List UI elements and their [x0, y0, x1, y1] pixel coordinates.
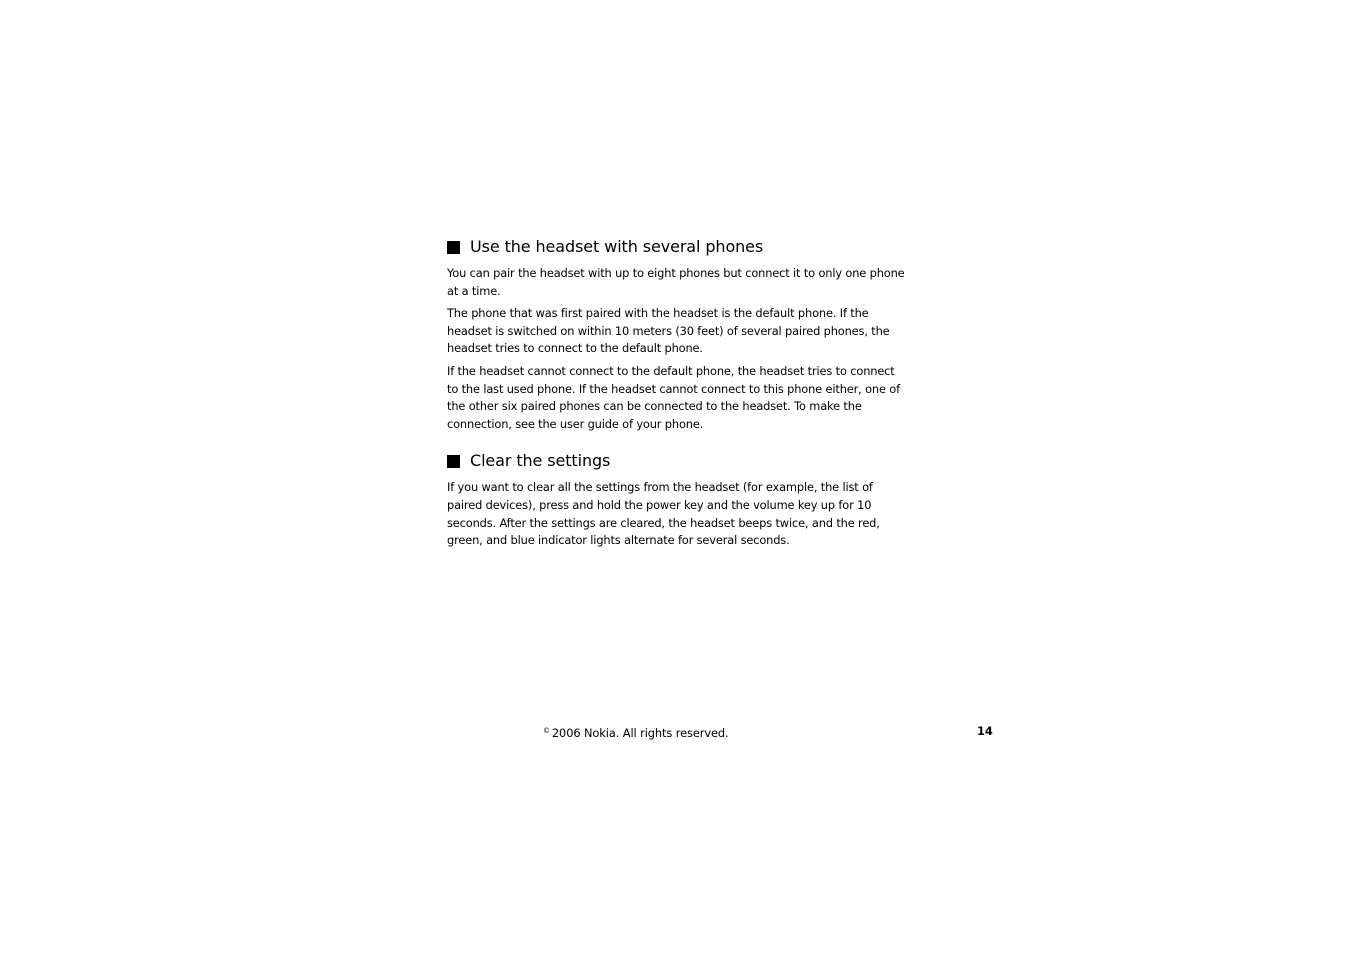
section-several-phones [447, 236, 907, 433]
square-bullet-icon [447, 241, 460, 254]
paragraph: If you want to clear all the settings from the headset (for example, the list of paired devices), press and hold the power key and the volume key up for 10 seconds. After the settings are cleared, the headset beeps twice, and the red, green, and blue indicator lights alternate for several seconds. [447, 480, 880, 548]
paragraph: If the headset cannot connect to the default phone, the headset tries to connect to the last used phone. If the headset cannot connect to this phone either, one of the other six paired phones can be connected to the headset. To make the connection, see the user guide of your phone. [447, 363, 900, 431]
paragraph: The phone that was first paired with the headset is the default phone. If the headset is switched on within 10 meters (30 feet) of several paired phones, the headset tries to connect to the default phone. [447, 306, 890, 356]
square-bullet-icon [447, 455, 460, 468]
paragraph: You can pair the headset with up to eight phones but connect it to only one phone at a time. [447, 266, 905, 298]
copyright-text: 2006 Nokia. All rights reserved. [551, 726, 729, 740]
section-heading-text: Clear the settings [470, 451, 611, 471]
copyright-notice [543, 722, 729, 742]
section-heading [447, 236, 907, 258]
page-content [447, 236, 907, 555]
copyright-symbol: © [543, 727, 550, 735]
page-number: 14 [977, 724, 993, 738]
section-clear-settings [447, 450, 907, 549]
section-heading [447, 450, 907, 472]
section-heading-text: Use the headset with several phones [470, 237, 764, 256]
